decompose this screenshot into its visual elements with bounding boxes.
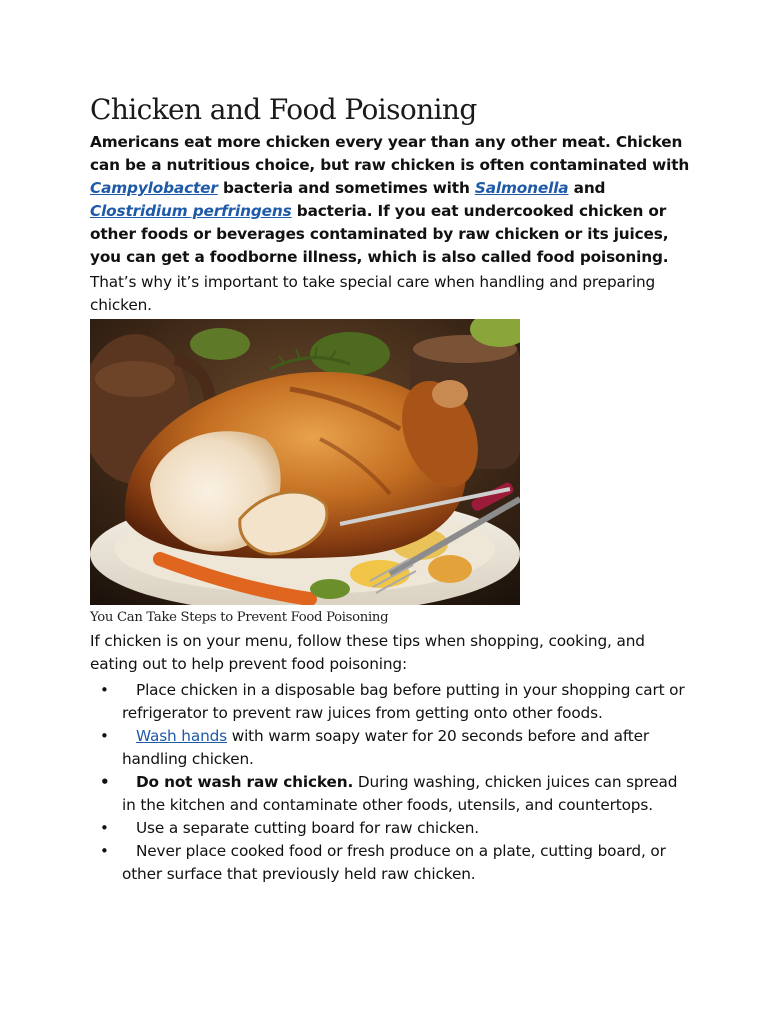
bullet-icon: • [100,773,110,791]
tip-bold-text: Do not wash raw chicken. [136,773,354,791]
clostridium-link[interactable]: Clostridium perfringens [90,202,292,220]
wash-hands-link[interactable]: Wash hands [136,727,227,745]
list-item [90,840,690,886]
bullet-icon: • [100,727,109,745]
bullet-icon: • [100,681,109,699]
document-page [90,92,690,886]
bullet-icon: • [100,842,109,860]
image-caption: You Can Take Steps to Prevent Food Poisoning [90,610,389,625]
list-item [90,679,690,725]
tips-list [90,679,690,886]
tip-text: Place chicken in a disposable bag before putting in your shopping cart or refrigerator to prevent raw juices from getting onto other foods. [122,681,685,722]
intro-paragraph [90,131,690,269]
bullet-icon: • [100,819,109,837]
list-item [90,817,690,840]
roast-chicken-photo [90,319,520,605]
page-title: Chicken and Food Poisoning [90,93,477,126]
lead-paragraph: That’s why it’s important to take special care when handling and preparing chicken. [90,273,656,314]
tips-intro-paragraph: If chicken is on your menu, follow these tips when shopping, cooking, and eating out to help prevent food poisoning: [90,632,645,673]
intro-text-2: bacteria and sometimes with [217,179,475,197]
list-item [90,725,690,771]
tip-text: Never place cooked food or fresh produce on a plate, cutting board, or other surface that previously held raw chicken. [122,842,666,883]
salmonella-link[interactable]: Salmonella [474,179,569,197]
intro-text-4: bacteria. If you eat undercooked chicken or other foods or beverages contaminated by raw chicken or its juices, you can get a foodborne illness, which is also called food poisoning. [90,202,669,266]
tip-text: During washing, chicken juices can spread in the kitchen and contaminate other foods, utensils, and countertops. [122,773,678,814]
tip-text: Use a separate cutting board for raw chicken. [136,819,479,837]
tip-text: with warm soapy water for 20 seconds before and after handling chicken. [122,727,650,768]
campylobacter-link[interactable]: Campylobacter [90,179,218,197]
list-item [90,771,690,817]
intro-text-1: Americans eat more chicken every year than any other meat. Chicken can be a nutritious choice, but raw chicken is often contaminated with [90,133,690,174]
intro-text-3: and [568,179,606,197]
